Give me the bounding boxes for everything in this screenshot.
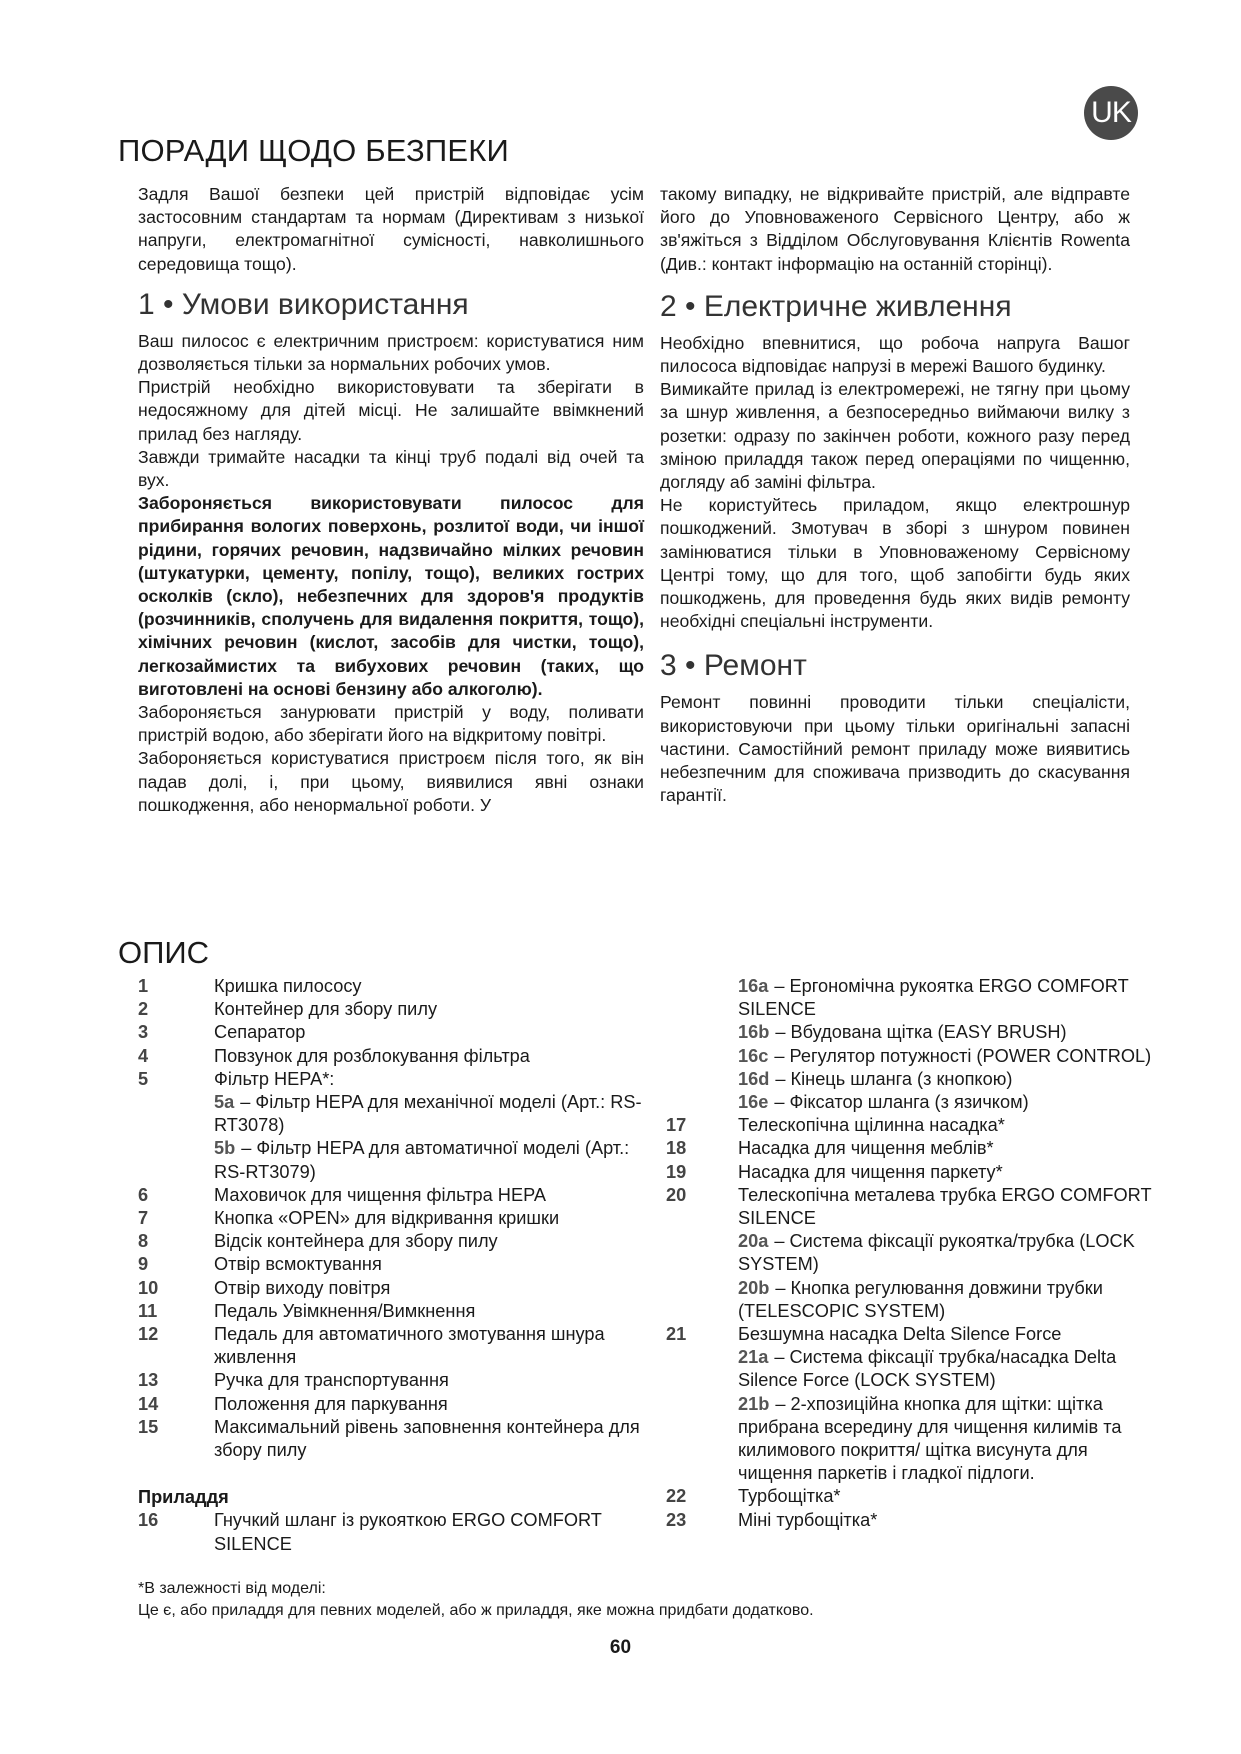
list-subitem: 21a – Система фіксації трубка/насадка Delta Silence Force (LOCK SYSTEM) (738, 1347, 1117, 1391)
list-item: 5 Фільтр HEPA*: (138, 1068, 335, 1089)
footnote-line-1: *В залежності від моделі: (138, 1580, 326, 1597)
safety-right-column (660, 183, 1130, 807)
list-item: 19 Насадка для чищення паркету* (666, 1161, 1003, 1182)
page-number: 60 (609, 1637, 632, 1658)
s3-paragraph-1: Ремонт повинні проводити тільки спеціалісти, використовуючи при цьому тільки оригінальні запасні частини. Самостійний ремонт приладу може виявитись небезпечним для споживача призводить до скасування гарантії. (660, 692, 1130, 806)
language-badge: UK (1084, 86, 1138, 140)
s1-paragraph-3: Завжди тримайте насадки та кінці труб подалі від очей та вух. (138, 446, 644, 491)
accessories-heading: Приладдя (138, 1487, 229, 1508)
safety-left-column (138, 183, 644, 817)
list-item: 12 Педаль для автоматичного змотування шнура живлення (138, 1324, 605, 1368)
footnote (138, 1578, 814, 1622)
list-subitem: 20a – Система фіксації рукоятка/трубка (LOCK SYSTEM) (738, 1231, 1135, 1275)
list-item: 1 Кришка пилососу (138, 976, 362, 996)
list-subitem: 16d – Кінець шланга (з кнопкою) (738, 1068, 1013, 1089)
section-2-heading: 2 • Електричне живлення (660, 289, 1012, 323)
s2-paragraph-1: Необхідно впевнитися, що робоча напруга Вашог пилососа відповідає напрузі в мережі Вашого будинку. (660, 332, 1130, 377)
list-item: 3 Сепаратор (138, 1022, 306, 1043)
list-item: 11 Педаль Увімкнення/Вимкнення (138, 1300, 476, 1321)
s1-warning-bold: Забороняється використовувати пилосос для прибирання вологих поверхонь, розлитої води, чи іншої рідини, горячих речовин, надзвичайно мілких речовин (штукатурки, цементу, попілу, тощо), великих гострих осколків (скло), небезпечних для здоров'я продуктів (розчинників, сполучень для видалення покриття, тощо), хімічних речовин (кислот, засобів для чистки, тощо), легкозаймистих та вибухових речовин (таких, що виготовлені на основі бензину або алкоголю). (138, 493, 644, 699)
list-subitem: 16c – Регулятор потужності (POWER CONTROL) (738, 1045, 1152, 1066)
list-item: 15 Максимальний рівень заповнення контейнера для збору пилу (138, 1416, 640, 1461)
safety-intro: Задля Вашої безпеки цей пристрій відповідає усім застосовним стандартам та нормам (Директивам з низької напруги, електромагнітної сумісності, навколишнього середовища тощо). (138, 184, 644, 274)
list-item: 23 Міні турбощітка* (666, 1509, 878, 1530)
parts-list-right (666, 975, 1156, 1532)
list-item: 2 Контейнер для збору пилу (138, 999, 438, 1020)
section-1-heading: 1 • Умови використання (138, 287, 469, 321)
list-subitem: 5b – Фільтр HEPA для автоматичної моделі (Арт.: RS-RT3079) (214, 1138, 630, 1182)
list-subitem: 5a – Фільтр HEPA для механічної моделі (Арт.: RS-RT3078) (214, 1092, 642, 1136)
s2-paragraph-2: Вимикайте прилад із електромережі, не тягну при цьому за шнур живлення, а безпосередньо виймаючи вилку з розетки: одразу по закінчен роботи, кожного разу перед зміною приладдя також перед операціями по чищенню, догляду аб заміні фільтра. (660, 379, 1130, 493)
s1-continuation: такому випадку, не відкривайте пристрій, але відправте його до Уповноваженого Сервісного Центру, або ж зв'яжіться з Відділом Обслуговування Клієнтів Rowenta (Див.: контакт інформацію на останній сторінці). (660, 184, 1130, 274)
s1-paragraph-1: Ваш пилосос є електричним пристроєм: користуватися ним дозволяється тільки за нормальних робочих умов. (138, 330, 644, 375)
list-item: 20 Телескопічна металева трубка ERGO COMFORT SILENCE (666, 1184, 1152, 1229)
list-item: 8 Відсік контейнера для збору пилу (138, 1231, 498, 1252)
list-item: 4 Повзунок для розблокування фільтра (138, 1045, 530, 1066)
list-item: 14 Положення для паркування (138, 1393, 448, 1414)
s1-paragraph-2: Пристрій необхідно використовувати та зберігати в недосяжному для дітей місці. Не залишайте ввімкнений прилад без нагляду. (138, 377, 644, 444)
list-item: 13 Ручка для транспортування (138, 1370, 449, 1391)
list-subitem: 16e – Фіксатор шланга (з язичком) (738, 1092, 1029, 1113)
s2-paragraph-3: Не користуйтесь приладом, якщо електрошнур пошкоджений. Змотувач в зборі з шнуром повинен замінюватися тільки в Уповноваженому Сервісному Центрі тому, що для того, щоб запобігти будь яких пошкоджень, для проведення будь яких видів ремонту необхідні спеціальні інструменти. (660, 495, 1130, 632)
s1-paragraph-5: Забороняється занурювати пристрій у воду, поливати пристрій водою, або зберігати його на відкритому повітрі. (138, 702, 644, 746)
list-item: 9 Отвір всмоктування (138, 1254, 382, 1275)
list-subitem: 20b – Кнопка регулювання довжини трубки (TELESCOPIC SYSTEM) (738, 1277, 1103, 1321)
list-item: 17 Телескопічна щілинна насадка* (666, 1115, 1005, 1136)
section-3-heading: 3 • Ремонт (660, 649, 807, 683)
safety-title: ПОРАДИ ЩОДО БЕЗПЕКИ (118, 133, 509, 168)
list-item: 7 Кнопка «OPEN» для відкривання кришки (138, 1208, 560, 1229)
list-item: 22 Турбощітка* (666, 1486, 841, 1507)
s1-paragraph-6: Забороняється користуватися пристроєм після того, як він падав долі, і, при цьому, виявилися явні ознаки пошкодження, або ненормальної роботи. У (138, 748, 644, 815)
list-subitem: 21b – 2-хпозиційна кнопка для щітки: щітка прибрана всередину для чищення килимів та килимового покриття/ щітка висунута для чищення паркетів і гладкої підлоги. (738, 1393, 1122, 1484)
list-subitem: 16a – Ергономічна рукоятка ERGO COMFORT SILENCE (738, 976, 1129, 1020)
list-subitem: 16b – Вбудована щітка (EASY BRUSH) (738, 1022, 1067, 1043)
list-item: 21 Безшумна насадка Delta Silence Force (666, 1324, 1062, 1345)
parts-list-left (138, 975, 658, 1556)
list-item: 6 Маховичок для чищення фільтра HEPA (138, 1184, 546, 1205)
description-title: ОПИС (118, 935, 210, 970)
list-item: 16 Гнучкий шланг із рукояткою ERGO COMFORT SILENCE (138, 1510, 602, 1554)
list-item: 10 Отвір виходу повітря (138, 1277, 391, 1298)
footnote-line-2: Це є, або приладдя для певних моделей, або ж приладдя, яке можна придбати додатково. (138, 1602, 814, 1619)
list-item: 18 Насадка для чищення меблів* (666, 1138, 994, 1159)
